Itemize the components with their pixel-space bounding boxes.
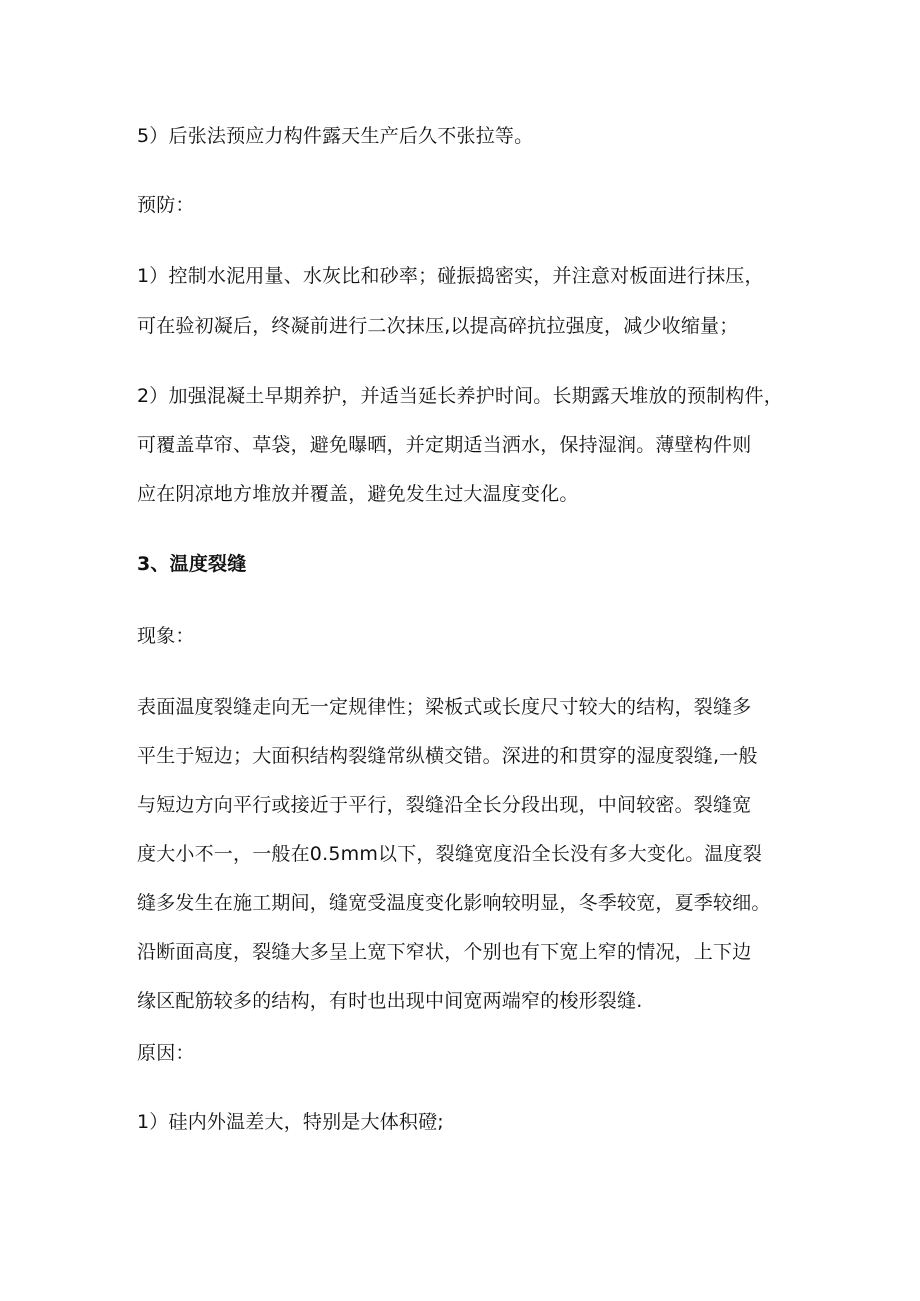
cause-label: 原因： — [137, 1042, 195, 1064]
prevention-item-1-line-1: 1）控制水泥用量、水灰比和砂率；碰振捣密实，并注意对板面进行抹压， — [137, 265, 764, 287]
prevention-item-2-line-3: 应在阴凉地方堆放并覆盖，避免发生过大温度变化。 — [137, 483, 579, 505]
prevention-item-2-line-1: 2）加强混凝土早期养护，并适当延长养护时间。长期露天堆放的预制构件， — [137, 385, 783, 407]
section-heading-temperature-cracks: 3、温度裂缝 — [137, 553, 247, 575]
phenomenon-paragraph-line-2: 平生于短边；大面积结构裂缝常纵横交错。深进的和贯穿的湿度裂缝,一般 — [137, 745, 758, 767]
cause-item-1: 1）硅内外温差大，特别是大体积磴; — [137, 1111, 444, 1133]
phenomenon-paragraph-line-5: 缝多发生在施工期间，缝宽受温度变化影响较明显，冬季较宽，夏季较细。 — [137, 892, 771, 914]
prevention-item-1-line-2: 可在验初凝后，终凝前进行二次抹压,以提高碎抗拉强度，减少收缩量； — [137, 315, 739, 337]
prevention-label: 预防： — [137, 194, 195, 216]
phenomenon-paragraph-line-3: 与短边方向平行或接近于平行，裂缝沿全长分段出现，中间较密。裂缝宽 — [137, 794, 752, 816]
phenomenon-label: 现象： — [137, 625, 195, 647]
phenomenon-paragraph-line-7: 缘区配筋较多的结构，有时也出现中间宽两端窄的梭形裂缝. — [137, 990, 643, 1012]
phenomenon-paragraph-line-1: 表面温度裂缝走向无一定规律性；梁板式或长度尺寸较大的结构，裂缝多 — [137, 696, 752, 718]
phenomenon-paragraph-line-6: 沿断面高度，裂缝大多呈上宽下窄状，个别也有下宽上窄的情况，上下边 — [137, 941, 752, 963]
phenomenon-paragraph-line-4: 度大小不一，一般在0.5mm以下，裂缝宽度沿全长没有多大变化。温度裂 — [137, 843, 763, 865]
prevention-item-2-line-2: 可覆盖草帘、草袋，避免曝晒，并定期适当洒水，保持湿润。薄壁构件则 — [137, 434, 752, 456]
cause-item-5: 5）后张法预应力构件露天生产后久不张拉等。 — [137, 125, 534, 147]
